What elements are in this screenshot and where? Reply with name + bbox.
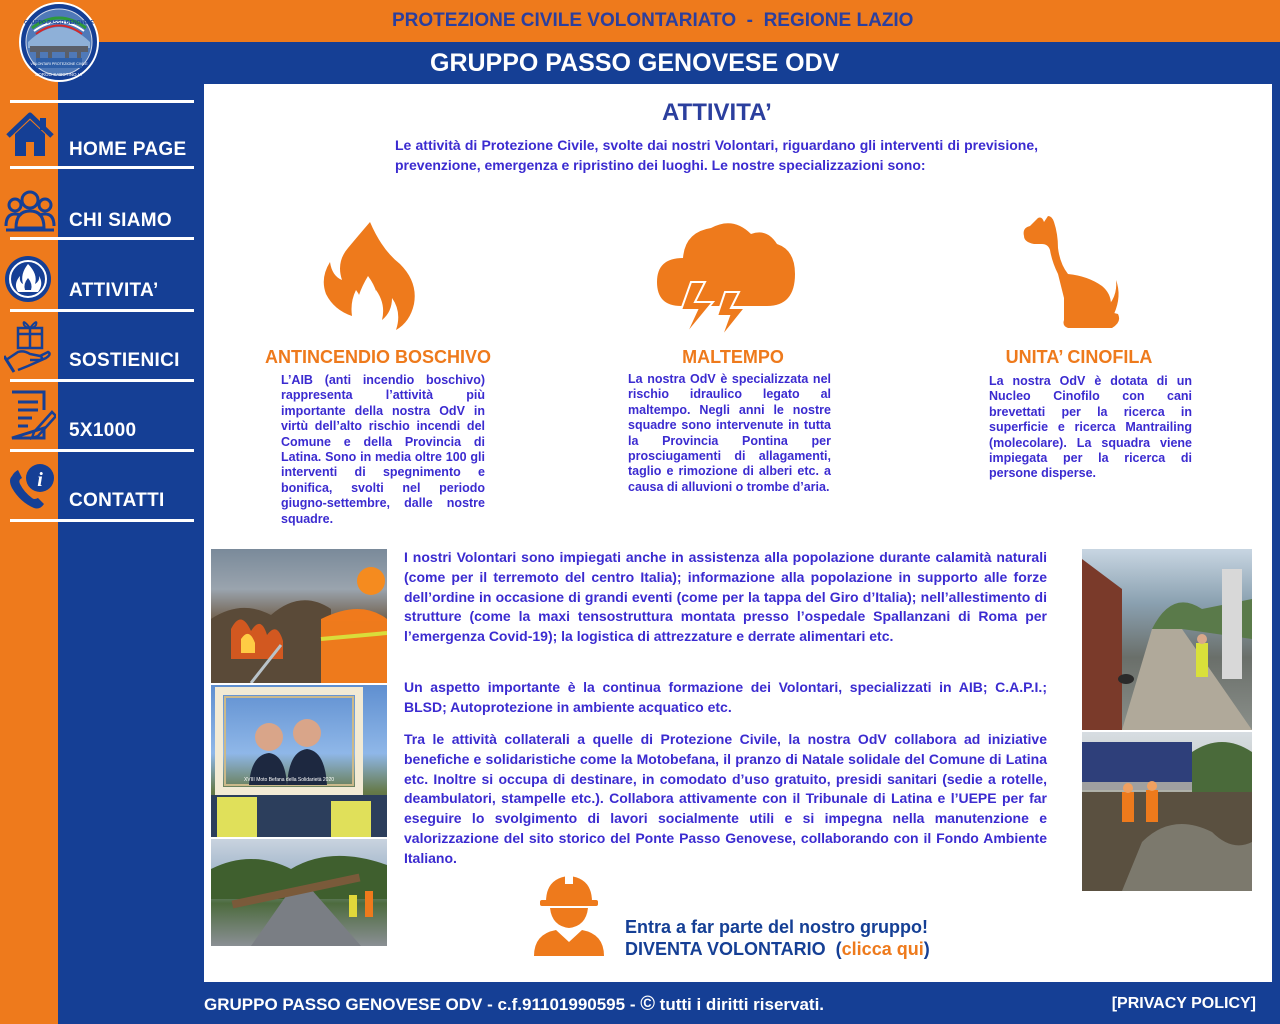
sidebar-item-attivita[interactable] <box>0 240 200 308</box>
column-title: UNITA’ CINOFILA <box>1005 347 1153 367</box>
column-title: MALTEMPO <box>682 347 784 367</box>
footer-org: GRUPPO PASSO GENOVESE ODV - c.f.91101990595 - <box>204 995 641 1014</box>
nav-divider <box>10 166 194 169</box>
intro-text: Le attività di Protezione Civile, svolte dai nostri Volontari, riguardano gli interventi di previsione, prevenzione, emergenza e ripristino dei luoghi. Le nostre specializzazioni sono: <box>395 137 1038 173</box>
gift-hand-icon <box>4 316 56 376</box>
sidebar-item-sostienici[interactable] <box>0 310 200 378</box>
photo-dog-rail <box>1082 549 1252 730</box>
document-pen-icon <box>4 388 56 444</box>
logo-text-bottom: BORGO SABOTINO LT <box>35 72 83 77</box>
sidebar-item-label: ATTIVITA’ <box>69 280 159 301</box>
cta-headline: Entra a far parte del nostro gruppo! <box>625 917 929 937</box>
paragraph: I nostri Volontari sono impiegati anche in assistenza alla popolazione durante calamità naturali (come per il terremoto del centro Italia); informazione alla popolazione in supporto alle forze dell’ordine in occasione di grandi eventi (come per la tappa del Giro d’Italia); nell’allestimento di strutture (come la maxi tensostruttura montata presso l’ospedale Spallanzani di Roma per l’emergenza Covid-19); la logistica di attrezzature e derrate alimentari etc. <box>404 549 1047 645</box>
volunteer-helmet-icon[interactable] <box>532 872 606 956</box>
home-icon <box>4 110 56 160</box>
join-link[interactable]: clicca qui <box>841 939 924 959</box>
logo[interactable] <box>18 2 100 82</box>
column-text: La nostra OdV è dotata di un Nucleo Cinofilo con cani brevettati per la ricerca in superficie e ricerca Mantrailing (molecolare). La squadra viene impiegata per la ricerca di persone disperse. <box>989 374 1192 481</box>
footer-text <box>204 993 824 1016</box>
cta-suffix: ) <box>923 939 930 959</box>
column-title: ANTINCENDIO BOSCHIVO <box>264 347 491 367</box>
svg-text:i: i <box>37 469 43 491</box>
paragraph: Tra le attività collaterali a quelle di Protezione Civile, la nostra OdV collabora ad iniziative benefiche e solidaristiche come la Motobefana, il pranzo di Natale solidale del Comune di Latina etc. Inoltre si occupa di destinare, in comodato d’uso gratuito, presidi sanitari (sedie a rotelle, deambulatori, stampelle etc.). Collabora attivamente con il Tribunale di Latina e l’UEPE per far eseguire lo svolgimento di lavori socialmente utili e si impegna nella manutenzione e valorizzazione del sito storico del Ponte Passo Genovese, collaborando con il Fondo Ambiente Italiano. <box>404 731 1047 866</box>
logo-text-mid: VOLONTARI PROTEZIONE CIVILE <box>30 62 88 66</box>
photo-grass-fire <box>1082 732 1252 891</box>
people-icon <box>4 186 56 236</box>
sidebar-item-label: CONTATTI <box>69 490 165 511</box>
header-subtitle: PROTEZIONE CIVILE VOLONTARIATO - REGIONE LAZIO <box>392 10 914 31</box>
photo-volunteers-frame <box>211 685 387 837</box>
phone-info-icon <box>4 462 56 512</box>
paragraph: Un aspetto importante è la continua formazione dei Volontari, specializzati in AIB; C.A.P.I.; BLSD; Autoprotezione in ambiente acquatico etc. <box>404 679 1047 715</box>
flame-icon <box>320 220 420 332</box>
footer-rights: tutti i diritti riservati. <box>654 995 825 1014</box>
page-title: ATTIVITA’ <box>662 99 772 126</box>
column-text: L’AIB (anti incendio boschivo) rappresenta l’attività più importante della nostra OdV in virtù dell’alto rischio incendi del Comune e della Provincia di Latina. Sono in media oltre 100 gli interventi di spegnimento e bonifica, svolti nel periodo giugno-settembre, dalle nostre squadre. <box>281 373 485 526</box>
dog-icon <box>1018 214 1122 332</box>
cta-prefix: DIVENTA VOLONTARIO ( <box>625 939 842 959</box>
right-blue-strip <box>1272 84 1280 982</box>
sidebar-item-label: SOSTIENICI <box>69 350 180 371</box>
sidebar-item-label: CHI SIAMO <box>69 210 172 231</box>
nav-divider <box>10 519 194 522</box>
sidebar-item-home[interactable] <box>0 102 200 170</box>
storm-cloud-icon <box>655 214 797 340</box>
sidebar-item-chi-siamo[interactable] <box>0 170 200 238</box>
sidebar-item-label: 5X1000 <box>69 420 137 441</box>
privacy-policy-link[interactable]: [PRIVACY POLICY] <box>1111 995 1256 1012</box>
sidebar-item-label: HOME PAGE <box>69 139 187 160</box>
column-text: La nostra OdV è specializzata nel rischio idraulico legato al maltempo. Negli anni le nostre squadre sono intervenute in tutta la Provincia Pontina per prosciugamenti di allagamenti, taglio e rimozione di alberi etc. a causa di alluvioni o trombe d’aria. <box>628 372 831 494</box>
logo-text-top: GRUPPO PASSO GENOVESE <box>24 20 94 26</box>
fire-icon <box>4 254 56 304</box>
photo-fallen-tree <box>211 839 387 946</box>
sidebar-item-contatti[interactable] <box>0 450 200 518</box>
copyright-icon: © <box>640 993 655 1015</box>
photo-forest-fire <box>211 549 387 683</box>
site-title: GRUPPO PASSO GENOVESE ODV <box>430 49 840 77</box>
sidebar-item-5x1000[interactable] <box>0 380 200 448</box>
photo-frame-caption: XVIII Moto Befana della Solidarietà 2020 <box>243 777 335 783</box>
cta-line <box>625 939 930 960</box>
